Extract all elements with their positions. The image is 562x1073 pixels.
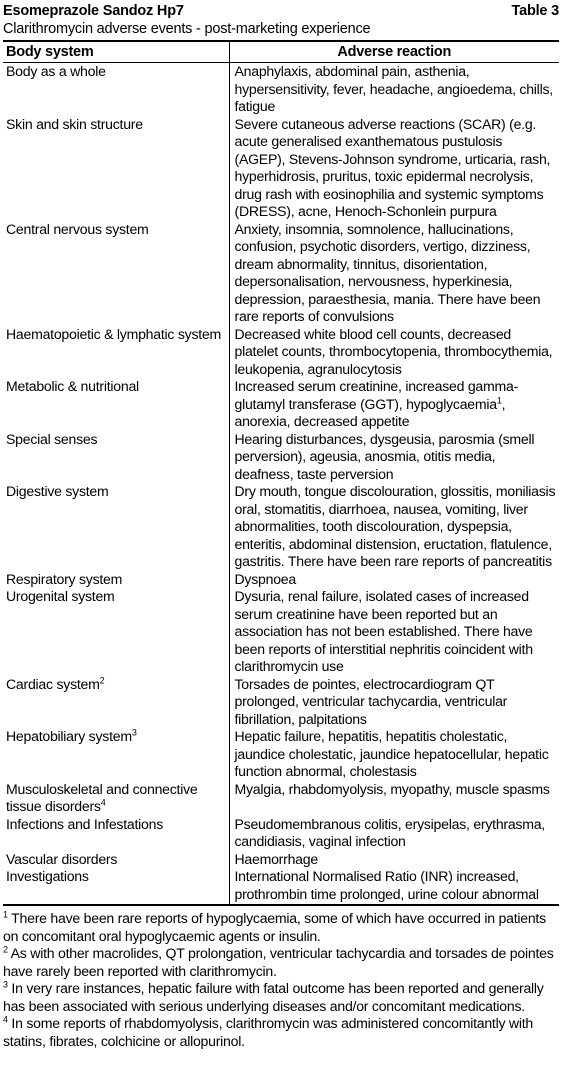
table-row: [3, 728, 559, 781]
body-system-cell: [3, 851, 229, 869]
adverse-reaction-cell: [229, 63, 559, 116]
body-system-cell: [3, 431, 229, 484]
table-row: [3, 221, 559, 326]
body-system-cell: [3, 868, 229, 905]
adverse-reaction-text: Decreased white blood cell counts, decreased platelet counts, thrombocytopenia, thrombocythemia, leukopenia, agranulocytosis: [234, 325, 553, 377]
body-system-cell: [3, 816, 229, 851]
document-title: Esomeprazole Sandoz Hp7: [3, 3, 184, 19]
adverse-reaction-text: Dyspnoea: [234, 570, 296, 587]
footnote-marker: 1: [496, 394, 502, 405]
table-row: [3, 116, 559, 221]
adverse-reaction-cell: [229, 326, 559, 379]
table-row: [3, 378, 559, 431]
body-system-text: Hepatobiliary system: [6, 728, 132, 744]
header-adverse-reaction: Adverse reaction: [229, 41, 559, 63]
table-label: Table 3: [511, 3, 559, 19]
adverse-reaction-cell: [229, 116, 559, 221]
body-system-text: Musculoskeletal and connective tissue disorders: [6, 780, 198, 814]
table-row: [3, 483, 559, 571]
footnote-marker: 4: [100, 797, 106, 808]
body-system-cell: [3, 728, 229, 781]
adverse-reaction-text: Severe cutaneous adverse reactions (SCAR) (e.g. acute generalised exanthematous pustulosis (AGEP), Stevens-Johnson syndrome, urticaria, rash, hyperhidrosis, pruritus, toxic epidermal necrolysis, drug rash with eosinophilia and systemic symptoms (DRESS), acne, Henoch-Schonlein purpura: [234, 115, 551, 219]
body-system-cell: [3, 781, 229, 816]
adverse-reaction-cell: [229, 868, 559, 905]
body-system-cell: [3, 221, 229, 326]
adverse-reaction-cell: [229, 378, 559, 431]
adverse-reaction-cell: [229, 816, 559, 851]
footnote-number: 3: [3, 979, 8, 990]
body-system-text: Metabolic & nutritional: [6, 378, 139, 394]
body-system-text: Urogenital system: [6, 588, 115, 604]
table-subtitle: Clarithromycin adverse events - post-marketing experience: [3, 21, 371, 37]
footnote-text: As with other macrolides, QT prolongation, ventricular tachycardia and torsades de pointes have rarely been reported with clarithromycin.: [3, 945, 554, 979]
adverse-reaction-text: Dry mouth, tongue discolouration, glossitis, moniliasis oral, stomatitis, diarrhoea, nausea, vomiting, liver abnormalities, tooth discolouration, dyspepsia, enteritis, abdominal distension, eructation, flatulence, gastritis. There have been rare reports of pancreatitis: [234, 483, 556, 569]
adverse-reaction-text: Anaphylaxis, abdominal pain, asthenia, hypersensitivity, fever, headache, angioedema, chills, fatigue: [234, 63, 553, 114]
body-system-cell: [3, 676, 229, 729]
table-row: [3, 431, 559, 484]
adverse-reaction-text: Myalgia, rhabdomyolysis, myopathy, muscle spasms: [234, 780, 550, 797]
adverse-reaction-cell: [229, 851, 559, 869]
body-system-text: Investigations: [6, 868, 89, 884]
adverse-reaction-text: Hepatic failure, hepatitis, hepatitis cholestatic, jaundice cholestatic, jaundice hepatocellular, hepatic function abnormal, cholestasis: [234, 728, 549, 779]
body-system-text: Central nervous system: [6, 220, 149, 237]
footnote-number: 2: [3, 944, 8, 955]
footnote: [3, 910, 559, 945]
footnote: [3, 945, 559, 980]
header-body-system: Body system: [3, 41, 229, 63]
table-row: [3, 676, 559, 729]
adverse-reaction-cell: [229, 483, 559, 571]
adverse-reaction-cell: [229, 588, 559, 676]
body-system-cell: [3, 63, 229, 116]
table-row: [3, 816, 559, 851]
body-system-cell: [3, 378, 229, 431]
footnote-text: In some reports of rhabdomyolysis, clarithromycin was administered concomitantly with statins, fibrates, colchicine or allopurinol.: [3, 1015, 533, 1049]
adverse-reaction-text: Torsades de pointes, electrocardiogram QT prolonged, ventricular tachycardia, ventricular fibrillation, palpitations: [234, 675, 508, 727]
body-system-text: Digestive system: [6, 483, 109, 499]
adverse-events-table: [3, 40, 559, 906]
adverse-reaction-cell: [229, 571, 559, 589]
adverse-reaction-cell: [229, 676, 559, 729]
body-system-cell: [3, 571, 229, 589]
body-system-cell: [3, 116, 229, 221]
body-system-cell: [3, 483, 229, 571]
table-row: [3, 781, 559, 816]
adverse-reaction-cell: [229, 728, 559, 781]
adverse-reaction-text: Dysuria, renal failure, isolated cases of increased serum creatinine have been reported but an association has not been established. There have been reports of interstitial nephritis coincident with clarithromycin use: [234, 588, 533, 674]
table-row: [3, 63, 559, 116]
body-system-text: Special senses: [6, 430, 98, 447]
body-system-text: Cardiac system: [6, 675, 100, 692]
body-system-text: Skin and skin structure: [6, 115, 143, 132]
footnote-marker: 2: [99, 674, 105, 685]
footnote-text: In very rare instances, hepatic failure with fatal outcome has been reported and generally has been associated with serious underlying diseases and/or concomitant medications.: [3, 980, 544, 1014]
adverse-reaction-text: International Normalised Ratio (INR) increased, prothrombin time prolonged, urine colour abnormal: [234, 868, 539, 902]
body-system-text: Respiratory system: [6, 570, 123, 587]
adverse-reaction-cell: [229, 221, 559, 326]
adverse-reaction-text: Hearing disturbances, dysgeusia, parosmia (smell perversion), ageusia, anosmia, otitis media, deafness, taste perversion: [234, 430, 535, 482]
footnote: [3, 980, 559, 1015]
adverse-reaction-text: Haemorrhage: [234, 850, 318, 867]
table-row: [3, 868, 559, 905]
body-system-text: Body as a whole: [6, 63, 106, 79]
footnote-number: 4: [3, 1014, 8, 1025]
table-body: [3, 63, 559, 906]
footnote-marker: 3: [131, 727, 137, 738]
body-system-cell: [3, 588, 229, 676]
adverse-reaction-text: Anxiety, insomnia, somnolence, hallucinations, confusion, psychotic disorders, vertigo, dizziness, dream abnormality, tinnitus, disorientation, depersonalisation, nervousness, hyperkinesia, depression, paraesthesia, mania. There have been rare reports of convulsions: [234, 220, 541, 324]
table-row: [3, 851, 559, 869]
footnote-text: There have been rare reports of hypoglycaemia, some of which have occurred in patients on concomitant oral hypoglycaemic agents or insulin.: [3, 910, 546, 944]
footnote-number: 1: [3, 909, 8, 920]
table-row: [3, 326, 559, 379]
footnote: [3, 1015, 559, 1050]
footnotes: [3, 906, 559, 1050]
table-header-row: [3, 41, 559, 63]
adverse-reaction-text: Increased serum creatinine, increased gamma-glutamyl transferase (GGT), hypoglycaemia: [234, 378, 519, 412]
adverse-reaction-text: , anorexia, decreased appetite: [234, 395, 506, 429]
body-system-text: Haematopoietic & lymphatic system: [6, 325, 221, 342]
body-system-text: Vascular disorders: [6, 850, 118, 867]
adverse-reaction-cell: [229, 781, 559, 816]
title-row: [3, 0, 559, 20]
adverse-reaction-text: Pseudomembranous colitis, erysipelas, erythrasma, candidiasis, vaginal infection: [234, 815, 545, 849]
body-system-cell: [3, 326, 229, 379]
adverse-reaction-cell: [229, 431, 559, 484]
table-row: [3, 588, 559, 676]
table-row: [3, 571, 559, 589]
body-system-text: Infections and Infestations: [6, 815, 164, 832]
